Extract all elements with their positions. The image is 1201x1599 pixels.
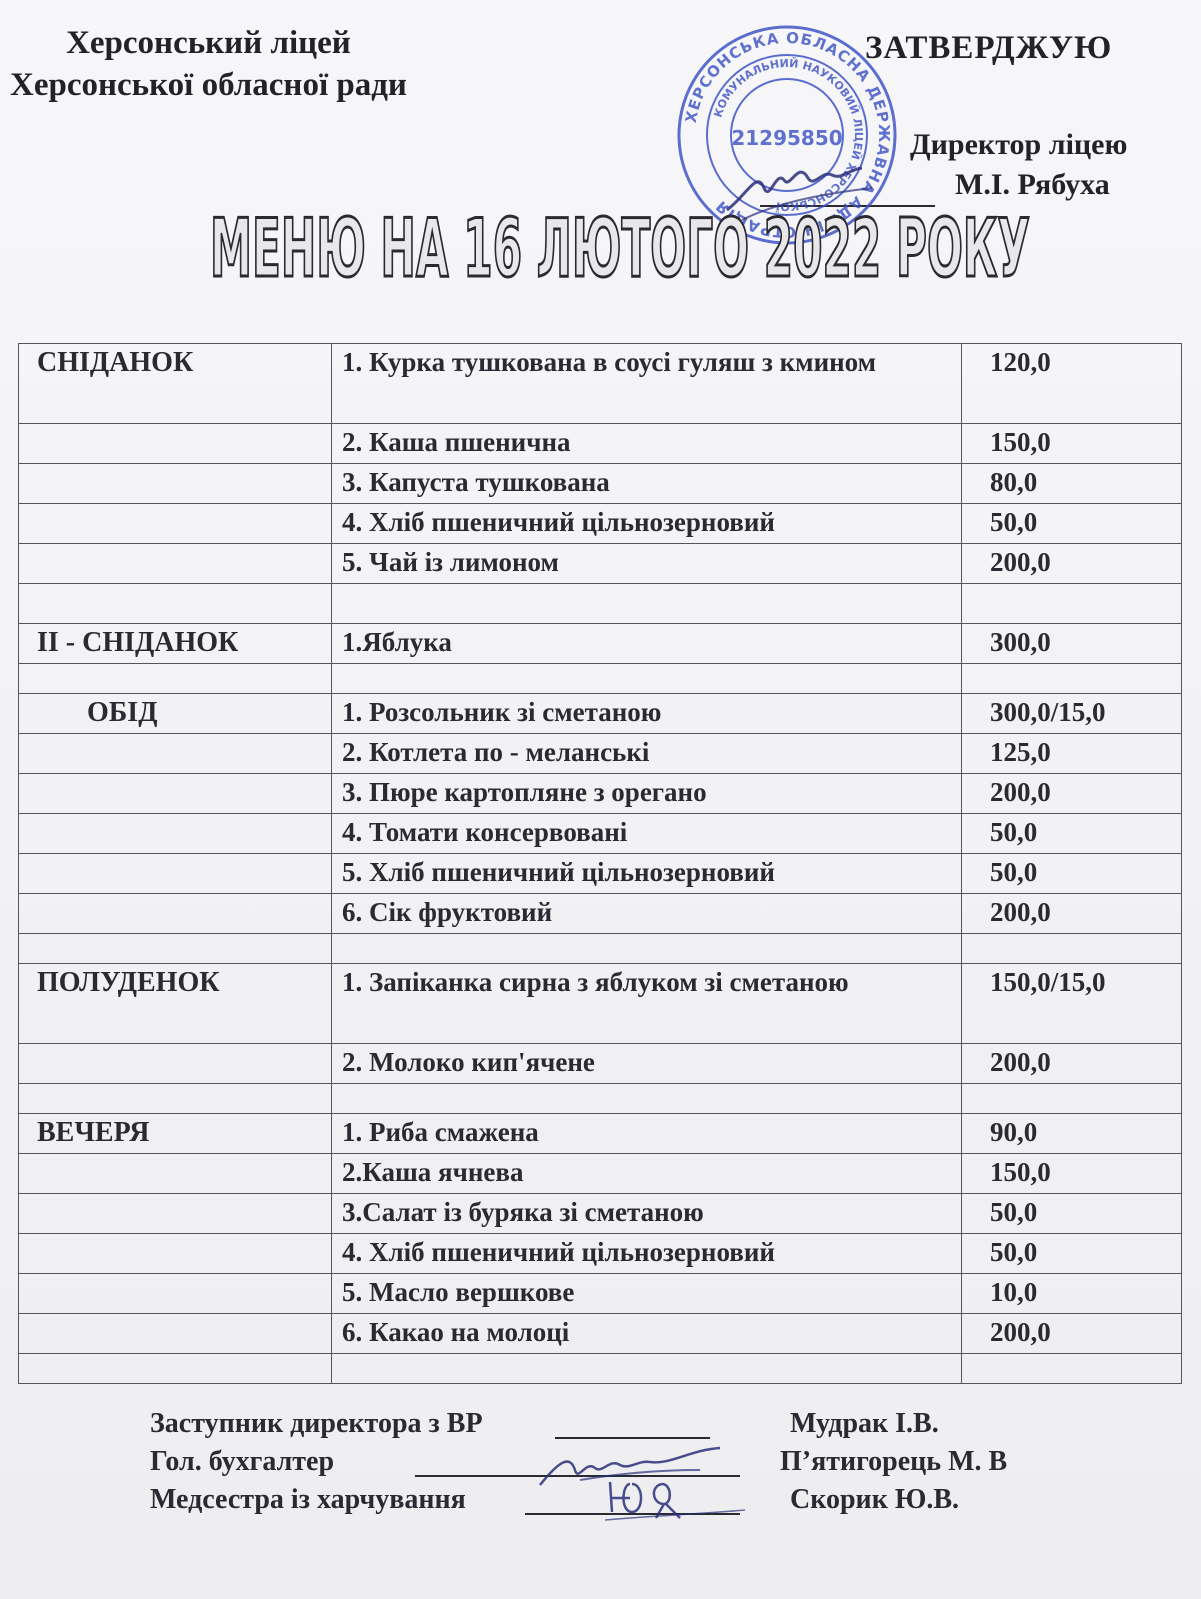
- dish-name: 6. Сік фруктовий: [332, 894, 962, 934]
- organization-name: [10, 22, 407, 106]
- deputy-name: Мудрак І.В.: [790, 1408, 939, 1439]
- dish-portion: 90,0: [962, 1114, 1182, 1154]
- table-row: [19, 814, 1182, 854]
- dish-portion: 150,0: [962, 424, 1182, 464]
- dish-name: 1.Яблука: [332, 624, 962, 664]
- svg-text:КОМУНАЛЬНИЙ НАУКОВИЙ ЛІЦЕЙ ХЕР: КОМУНАЛЬНИЙ НАУКОВИЙ ЛІЦЕЙ ХЕРСОНСЬКОЇ: [711, 56, 866, 214]
- dish-name: 5. Масло вершкове: [332, 1274, 962, 1314]
- dish-portion: 150,0/15,0: [962, 964, 1182, 1044]
- empty-cell: [332, 1084, 962, 1114]
- approval-heading: ЗАТВЕРДЖУЮ: [865, 30, 1113, 66]
- director-title: Директор ліцею: [910, 128, 1128, 161]
- dish-name: 1. Риба смажена: [332, 1114, 962, 1154]
- empty-cell: [332, 584, 962, 624]
- dish-portion: 200,0: [962, 1044, 1182, 1084]
- menu-table-body: [19, 344, 1182, 1384]
- dish-name: 4. Томати консервовані: [332, 814, 962, 854]
- empty-cell: [962, 1354, 1182, 1384]
- empty-cell: [332, 1354, 962, 1384]
- meal-cell-empty: [19, 894, 332, 934]
- nurse-name: Скорик Ю.В.: [790, 1484, 960, 1515]
- empty-cell: [19, 1354, 332, 1384]
- table-row: [19, 464, 1182, 504]
- dish-name: 4. Хліб пшеничний цільнозерновий: [332, 504, 962, 544]
- dish-name: 4. Хліб пшеничний цільнозерновий: [332, 1234, 962, 1274]
- meal-cell-empty: [19, 1194, 332, 1234]
- empty-cell: [19, 664, 332, 694]
- dish-portion: 200,0: [962, 774, 1182, 814]
- dish-portion: 50,0: [962, 504, 1182, 544]
- table-row: [19, 1114, 1182, 1154]
- nurse-signature-icon: [600, 1470, 750, 1525]
- dish-portion: 50,0: [962, 854, 1182, 894]
- meal-cell-empty: [19, 814, 332, 854]
- meal-name: ІІ - СНІДАНОК: [19, 624, 332, 664]
- table-row: [19, 774, 1182, 814]
- table-row: [19, 1274, 1182, 1314]
- table-row: [19, 854, 1182, 894]
- empty-cell: [332, 934, 962, 964]
- meal-cell-empty: [19, 544, 332, 584]
- deputy-signature-line: [555, 1437, 710, 1439]
- meal-name: ОБІД: [19, 694, 332, 734]
- meal-name: ПОЛУДЕНОК: [19, 964, 332, 1044]
- empty-cell: [962, 934, 1182, 964]
- dish-name: 5. Чай із лимоном: [332, 544, 962, 584]
- meal-cell-empty: [19, 734, 332, 774]
- dish-name: 2. Котлета по - меланські: [332, 734, 962, 774]
- accountant-name: П’ятигорець М. В: [780, 1446, 1008, 1477]
- empty-cell: [19, 584, 332, 624]
- table-row: [19, 1194, 1182, 1234]
- title-text: МЕНЮ НА 16 ЛЮТОГО 2022 РОКУ: [210, 202, 1030, 295]
- table-row: [19, 1044, 1182, 1084]
- table-row: [19, 1154, 1182, 1194]
- meal-cell-empty: [19, 1314, 332, 1354]
- dish-name: 1. Розсольник зі сметаною: [332, 694, 962, 734]
- meal-name: СНІДАНОК: [19, 344, 332, 424]
- table-row: [19, 504, 1182, 544]
- org-line-2: Херсонської обласної ради: [10, 67, 407, 103]
- meal-name: ВЕЧЕРЯ: [19, 1114, 332, 1154]
- page-title: [200, 188, 1040, 308]
- dish-portion: 125,0: [962, 734, 1182, 774]
- table-row-spacer: [19, 934, 1182, 964]
- dish-portion: 120,0: [962, 344, 1182, 424]
- table-row: [19, 544, 1182, 584]
- meal-cell-empty: [19, 504, 332, 544]
- meal-cell-empty: [19, 464, 332, 504]
- table-row: [19, 344, 1182, 424]
- empty-cell: [962, 664, 1182, 694]
- dish-portion: 200,0: [962, 894, 1182, 934]
- dish-portion: 300,0/15,0: [962, 694, 1182, 734]
- dish-portion: 50,0: [962, 1194, 1182, 1234]
- org-line-1: Херсонський ліцей: [66, 25, 351, 61]
- dish-name: 3. Пюре картопляне з орегано: [332, 774, 962, 814]
- meal-cell-empty: [19, 774, 332, 814]
- stamp-code: 21295850: [731, 126, 843, 150]
- table-row: [19, 624, 1182, 664]
- dish-portion: 80,0: [962, 464, 1182, 504]
- meal-cell-empty: [19, 1044, 332, 1084]
- table-row-spacer: [19, 584, 1182, 624]
- table-row: [19, 694, 1182, 734]
- table-row: [19, 734, 1182, 774]
- dish-name: 3.Салат із буряка зі сметаною: [332, 1194, 962, 1234]
- nurse-role: Медсестра із харчування: [150, 1484, 466, 1515]
- table-row: [19, 894, 1182, 934]
- table-row-spacer: [19, 1084, 1182, 1114]
- meal-cell-empty: [19, 424, 332, 464]
- dish-portion: 300,0: [962, 624, 1182, 664]
- empty-cell: [19, 1084, 332, 1114]
- dish-portion: 10,0: [962, 1274, 1182, 1314]
- dish-name: 1. Запіканка сирна з яблуком зі сметаною: [332, 964, 962, 1044]
- dish-portion: 150,0: [962, 1154, 1182, 1194]
- empty-cell: [332, 664, 962, 694]
- dish-portion: 50,0: [962, 814, 1182, 854]
- dish-name: 2. Молоко кип'ячене: [332, 1044, 962, 1084]
- dish-name: 6. Какао на молоці: [332, 1314, 962, 1354]
- empty-cell: [962, 1084, 1182, 1114]
- dish-name: 2. Каша пшенична: [332, 424, 962, 464]
- dish-name: 2.Каша ячнева: [332, 1154, 962, 1194]
- dish-portion: 50,0: [962, 1234, 1182, 1274]
- dish-name: 3. Капуста тушкована: [332, 464, 962, 504]
- table-row: [19, 424, 1182, 464]
- table-row: [19, 1314, 1182, 1354]
- empty-cell: [19, 934, 332, 964]
- table-row-spacer: [19, 1354, 1182, 1384]
- menu-table: [18, 343, 1182, 1384]
- deputy-role: Заступник директора з ВР: [150, 1408, 483, 1439]
- svg-text:ХЕРСОНСЬКА ОБЛАСНА ДЕРЖАВНА АД: ХЕРСОНСЬКА ОБЛАСНА ДЕРЖАВНА АДМІНІСТРАЦІЯ: [681, 28, 894, 242]
- meal-cell-empty: [19, 1154, 332, 1194]
- dish-portion: 200,0: [962, 544, 1182, 584]
- meal-cell-empty: [19, 1234, 332, 1274]
- table-row: [19, 964, 1182, 1044]
- dish-portion: 200,0: [962, 1314, 1182, 1354]
- table-row-spacer: [19, 664, 1182, 694]
- dish-name: 5. Хліб пшеничний цільнозерновий: [332, 854, 962, 894]
- table-row: [19, 1234, 1182, 1274]
- accountant-role: Гол. бухгалтер: [150, 1446, 335, 1477]
- dish-name: 1. Курка тушкована в соусі гуляш з кмином: [332, 344, 962, 424]
- empty-cell: [962, 584, 1182, 624]
- meal-cell-empty: [19, 854, 332, 894]
- director-name: М.І. Рябуха: [955, 168, 1110, 201]
- meal-cell-empty: [19, 1274, 332, 1314]
